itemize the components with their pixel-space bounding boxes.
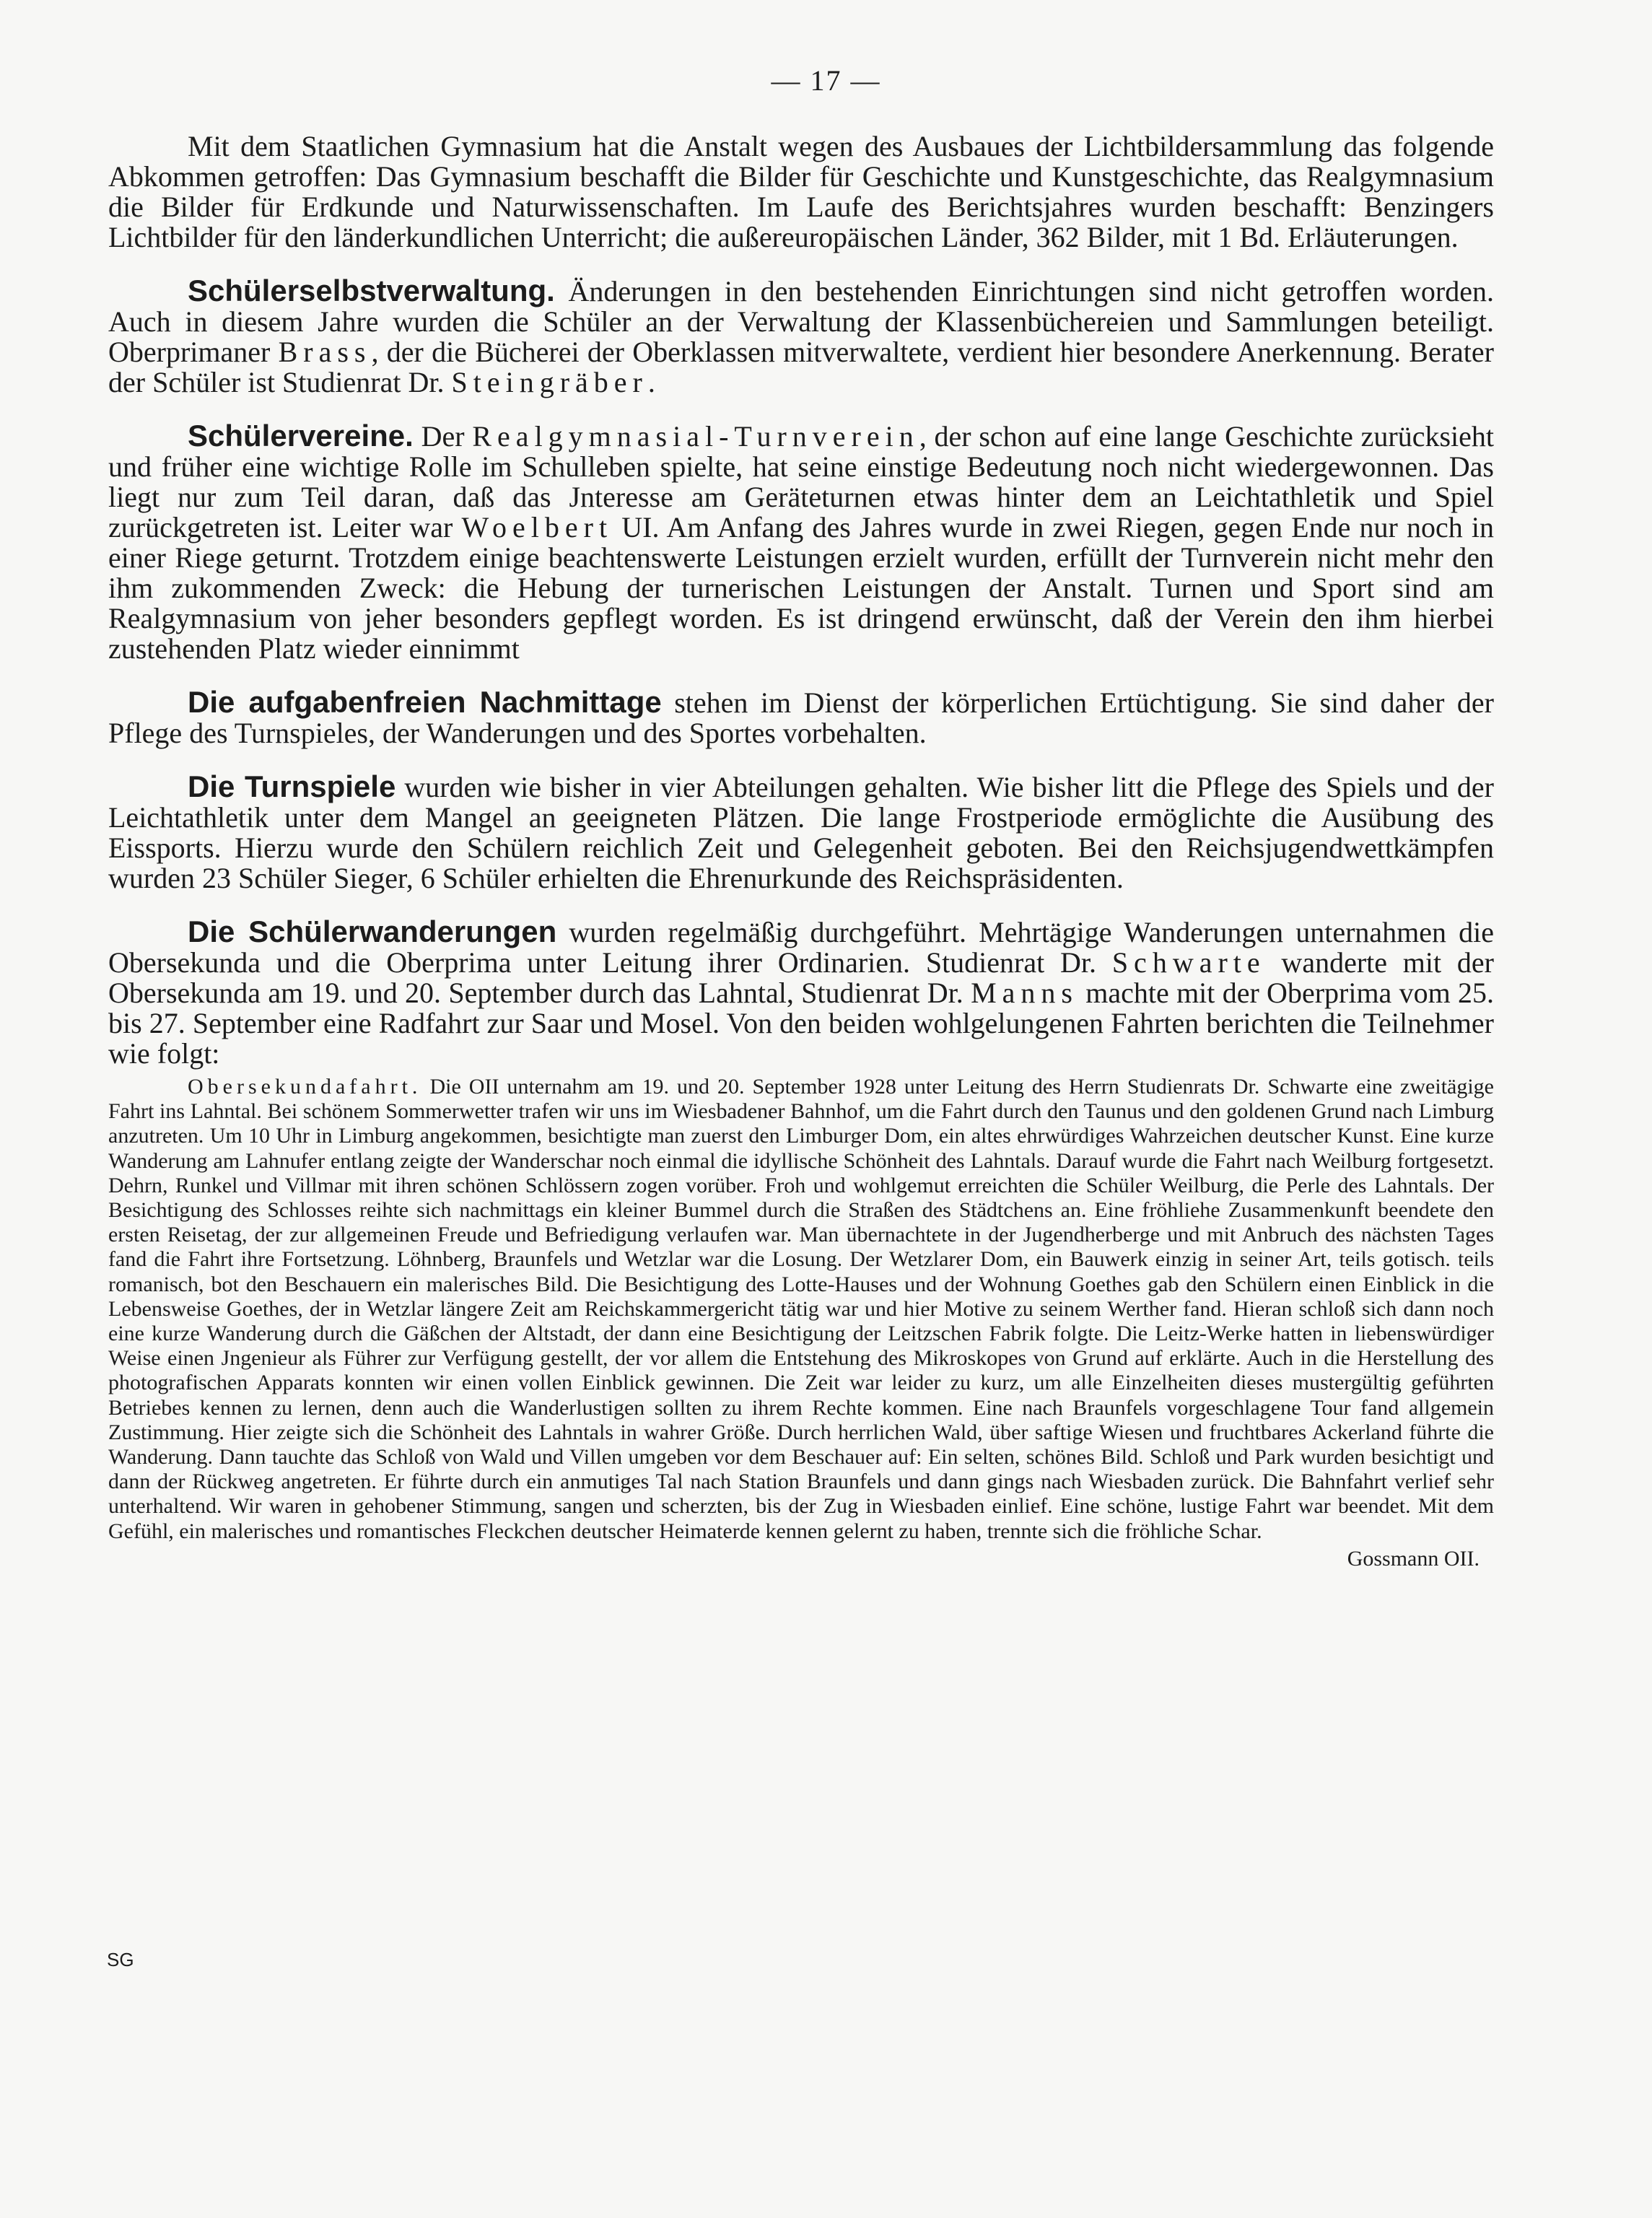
paragraph-text: , der die Bücherei der Oberklassen mitverwaltete, verdient hier besondere Anerkennung. Berater der Schüler ist Studienrat Dr.: [108, 336, 1494, 398]
report-text: Die OII unternahm am 19. und 20. September 1928 unter Leitung des Herrn Studienrats Dr. Schwarte eine zweitägige Fahrt ins Lahntal. Bei schönem Sommerwetter trafen wir uns im Wiesbadener Bahnhof, um die Fahrt durch den Taunus und den goldenen Grund nach Limburg anzutreten. Um 10 Uhr in Limburg angekommen, besichtigte man zuerst den Limburger Dom, ein altes ehrwürdiges Wahrzeichen deutscher Kunst. Eine kurze Wanderung am Lahnufer entlang zeigte der Wanderschar noch einmal die idyllische Schönheit des Lahntals. Darauf wurde die Fahrt nach Weilburg fortgesetzt. Dehrn, Runkel und Villmar mit ihren schönen Schlössern zogen vorüber. Froh und wohlgemut erreichten die Schüler Weilburg, die Perle des Lahntals. Der Besichtigung des Schlosses reihte sich nachmittags ein kleiner Bummel durch die Straßen des Städtchens an. Eine fröhliehe Zusammenkunft beendete den ersten Reisetag, der zur allgemeinen Freude und Befriedigung verlaufen war. Man übernachtete in der Jugendherberge und mit Anbruch des nächsten Tages fand die Fahrt ihre Fortsetzung. Löhnberg, Braunfels und Wetzlar war die Losung. Der Wetzlarer Dom, ein Bauwerk einzig in seiner Art, teils gotisch. teils romanisch, bot den Beschauern ein malerisches Bild. Die Besichtigung des Lotte-Hauses und der Wohnung Goethes gab den Schülern einen Einblick in die Lebensweise Goethes, der in Wetzlar längere Zeit am Reichskammergericht tätig war und hier Motive zu seinem Werther fand. Hieran schloß sich dann noch eine kurze Wanderung durch die Gäßchen der Altstadt, der dann eine Besichtigung der Leitzschen Fabrik folgte. Die Leitz-Werke hatten in liebenswürdiger Weise einen Jngenieur als Führer zur Verfügung gestellt, der vor allem die Entstehung des Mikroskopes von Grund auf erklärte. Auch in die Herstellung des photografischen Apparats konnten wir einen vollen Einblick gewinnen. Die Zeit war leider zu kurz, um alle Einzelheiten dieses mustergültig geführten Betriebes kennen zu lernen, denn auch die Wanderlustigen sollten zu ihrem Rechte kommen. Eine nach Braunfels vorgeschlagene Tour fand allgemein Zustimmung. Hier zeigte sich die Schönheit des Lahntals in wahrer Größe. Durch herrlichen Wald, über saftige Wiesen und fruchtbares Ackerland führte die Wanderung. Dann tauchte das Schloß von Wald und Villen umgeben vor dem Beschauer auf: Ein selten, schönes Bild. Schloß und Park wurden besichtigt und dann der Rückweg angetreten. Er führte durch ein anmutiges Tal nach Station Braunfels und dann gings nach Wiesbaden zurück. Die Bahnfahrt verlief sehr unterhaltend. Wir waren in gehobener Stimmung, sangen und scherzten, bis der Zug in Wiesbaden einlief. Eine schöne, lustige Fahrt war beendet. Mit dem Gefühl, ein malerisches und romantisches Fleckchen deutscher Heimaterde kennen gelernt zu haben, trennte sich die fröhliche Schar.: [108, 1075, 1494, 1543]
person-name: Steingräber: [451, 366, 648, 398]
section-heading: Die aufgabenfreien Nachmittage: [188, 685, 662, 719]
section-heading: Die Schülerwanderungen: [188, 914, 557, 948]
paragraph-text: wurden wie bisher in vier Abteilungen gehalten. Wie bisher litt die Pflege des Spiels und der Leichtathletik unter dem Mangel an geeigneten Plätzen. Die lange Frostperiode ermöglichte die Ausübung des Eissports. Hierzu wurde den Schülern reichlich Zeit und Gelegenheit geboten. Bei den Reichsjugendwettkämpfen wurden 23 Schüler Sieger, 6 Schüler erhielten die Ehrenurkunde des Reichspräsidenten.: [108, 771, 1495, 894]
footer-mark: SG: [107, 1949, 134, 1970]
report-label: Obersekundafahrt.: [188, 1075, 422, 1099]
paragraph-text: stehen im Dienst der körperlichen Ertüchtigung. Sie sind daher der Pflege des Turnspieles, der Wanderungen und des Sportes vorbehalten.: [108, 686, 1495, 749]
paragraph-lichtbildersammlung: Mit dem Staatlichen Gymnasium hat die Anstalt wegen des Ausbaues der Lichtbildersammlung das folgende Abkommen getroffen: Das Gymnasium beschafft die Bilder für Geschichte und Kunstgeschichte, das Realgymnasium die Bilder für Erdkunde und Naturwissenschaften. Im Laufe des Berichtsjahres wurden beschafft: Benzingers Lichtbilder für den länderkundlichen Unterricht; die außereuropäischen Länder, 362 Bilder, mit 1 Bd. Erläuterungen.: [108, 130, 1494, 253]
travel-report: [108, 1075, 1494, 1544]
paragraph-schuelerwanderungen: [108, 914, 1495, 1070]
paragraph-schuelervereine: [108, 421, 1494, 664]
paragraph-text: .: [647, 366, 655, 398]
section-heading: Die Turnspiele: [188, 769, 396, 803]
club-name: Realgymnasial-Turnverein: [472, 420, 919, 453]
person-name: Manns: [971, 977, 1078, 1009]
paragraph-text: machte mit der Oberprima vom 25. bis 27. September eine Radfahrt zur Saar und Mosel. Von den beiden wohlgelungenen Fahrten berichten die Teilnehmer wie folgt:: [108, 977, 1495, 1070]
paragraph-nachmittage: [108, 687, 1494, 748]
paragraph-text: wanderte mit der Obersekunda am 19. und 20. September durch das Lahntal, Studienrat Dr.: [108, 946, 1494, 1009]
paragraph-text: Änderungen in den bestehenden Einrichtungen sind nicht getroffen worden. Auch in diesem Jahre wurden die Schüler an der Verwaltung der Klassenbüchereien und Sammlungen beteiligt. Oberprimaner: [108, 275, 1494, 368]
paragraph-text: UI. Am Anfang des Jahres wurde in zwei Riegen, gegen Ende nur noch in einer Riege geturnt. Trotzdem einige beachtenswerte Leistungen erzielt wurden, erfüllt der Turnverein nicht mehr den ihm zukommenden Zweck: die Hebung der turnerischen Leistungen der Anstalt. Turnen und Sport sind am Realgymnasium von jeher besonders gepflegt worden. Es ist dringend erwünscht, daß der Verein den ihm hierbei zustehenden Platz wieder einnimmt: [108, 511, 1494, 665]
person-name: Brass: [278, 336, 372, 368]
paragraph-turnspiele: [108, 769, 1495, 894]
section-heading: Schülervereine.: [188, 419, 414, 453]
paragraph-text: wurden regelmäßig durchgeführt. Mehrtägige Wanderungen unternahmen die Obersekunda und die Oberprima unter Leitung ihrer Ordinarien. Studienrat Dr.: [108, 916, 1494, 979]
page-number: — 17 —: [771, 64, 881, 97]
section-heading: Schülerselbstverwaltung.: [188, 274, 555, 307]
body-text: [108, 131, 1494, 1571]
paragraph-text: , der schon auf eine lange Geschichte zurücksieht und früher eine wichtige Rolle im Schulleben spielte, hat seine einstige Bedeutung noch nicht wiedergewonnen. Das liegt nur zum Teil daran, daß das Jnteresse am Geräteturnen etwas hinter dem an Leichtathletik und Spiel zurückgetreten ist. Leiter war: [108, 420, 1495, 543]
person-name: Woelbert: [461, 511, 613, 543]
person-name: Schwarte: [1111, 946, 1266, 979]
report-signature: Gossmann OII.: [1347, 1546, 1480, 1571]
paragraph-schuelerselbstverwaltung: [108, 276, 1494, 398]
paragraph-text: Der: [413, 420, 473, 453]
